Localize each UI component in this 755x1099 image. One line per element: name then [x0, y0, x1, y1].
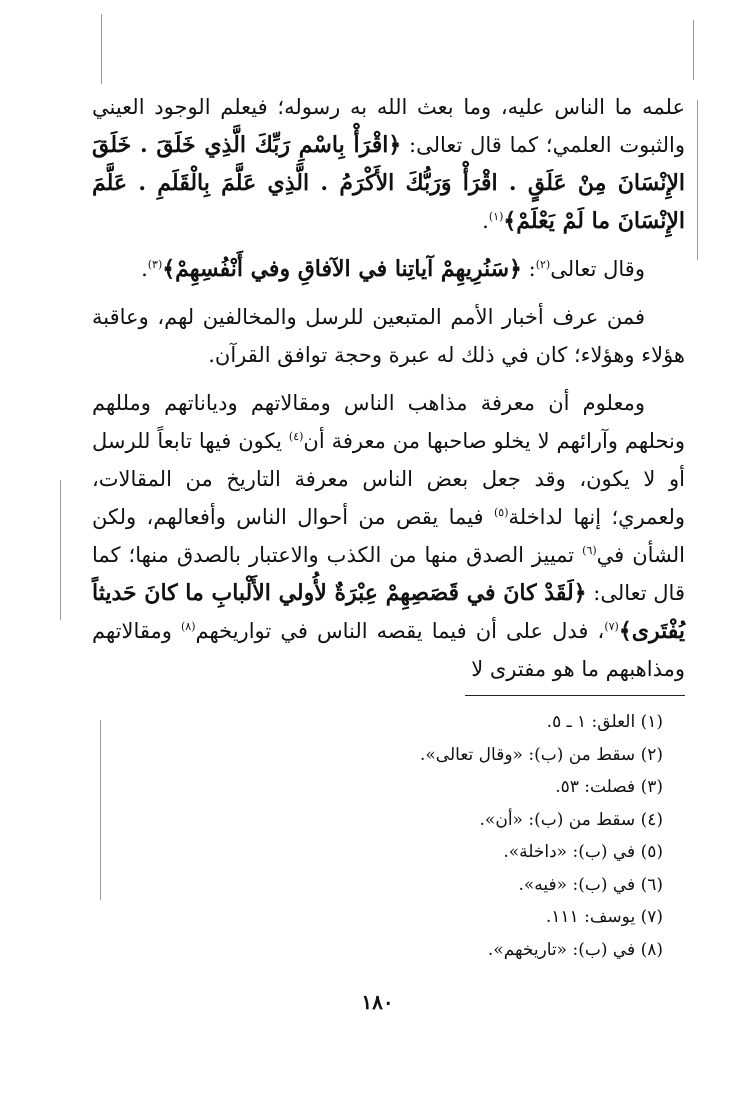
- footnote: (٨) في (ب): «تاريخهم».: [487, 939, 663, 960]
- text-run: :: [521, 257, 536, 281]
- footnote-marker: (١): [488, 210, 504, 223]
- footnote: (١) العلق: ١ ـ ٥.: [546, 712, 663, 732]
- scan-speck: [697, 100, 698, 260]
- text-run: ومقالاتهم ومذاهبهم ما هو مفترى لا: [92, 619, 685, 681]
- quran-verse: ﴿سَنُرِيهِمْ آياتِنا في الآفاقِ وفي أَنْفُسِهِمْ﴾: [162, 256, 522, 282]
- paragraph: [92, 88, 685, 240]
- footnote: (٧) يوسف: ١١١.: [545, 907, 663, 927]
- quran-verse: ﴿لَقَدْ كانَ في قَصَصِهِمْ عِبْرَةٌ لأُولي الأَلْبابِ ما كانَ حَديثاً يُفْتَرى﴾: [92, 580, 685, 644]
- text-run: .: [482, 209, 489, 233]
- paragraph: [92, 298, 685, 374]
- footnote-marker: (٦): [582, 544, 597, 557]
- footnote-marker: (٧): [604, 620, 619, 633]
- text-run: يكون فيها تابعاً للرسل أو لا يكون، وقد جعل بعض الناس معرفة التاريخ من المقالات، ولعمري؛ إنها لداخلة: [92, 429, 685, 529]
- text-run: ، فدل على أن فيما يقصه الناس في تواريخهم: [195, 619, 605, 643]
- text-run: وقال تعالى: [550, 257, 645, 281]
- text-run: فمن عرف أخبار الأمم المتبعين للرسل والمخالفين لهم، وعاقبة هؤلاء وهؤلاء؛ كان في ذلك له عبرة وحجة توافق القرآن.: [92, 305, 685, 367]
- quran-verse: ﴿اقْرَأْ بِاسْمِ رَبِّكَ الَّذِي خَلَقَ . خَلَقَ الإِنْسَانَ مِنْ عَلَقٍ . اقْرَأْ وَرَبُّكَ الأَكْرَمُ . الَّذِي عَلَّمَ بِالْقَلَمِ . عَلَّمَ الإِنْسَانَ ما لَمْ يَعْلَمْ﴾: [92, 132, 685, 234]
- text-run: تمييز الصدق منها من الكذب والاعتبار بالصدق منها؛ كما قال تعالى:: [92, 543, 685, 605]
- footnote-marker: (٥): [493, 506, 509, 519]
- body-text: [92, 88, 685, 698]
- page-number: ١٨٠: [361, 990, 394, 1014]
- footnote: (٣) فصلت: ٥٣.: [555, 777, 663, 797]
- scan-speck: [60, 480, 61, 620]
- text-run: علمه ما الناس عليه، وما بعث الله به رسوله؛ فيعلم الوجود العيني والثبوت العلمي؛ كما قال تعالى:: [92, 95, 685, 157]
- footnote-marker: (٤): [288, 430, 304, 443]
- text-run: ومعلوم أن معرفة مذاهب الناس ومقالاتهم ودياناتهم ومللهم ونحلهم وآرائهم لا يخلو صاحبها من معرفة أن: [92, 391, 686, 453]
- footnote: (٥) في (ب): «داخلة».: [503, 842, 663, 862]
- footnote: (٦) في (ب): «فيه».: [518, 874, 663, 895]
- footnote-marker: (٢): [535, 258, 551, 271]
- footnote: (٤) سقط من (ب): «أن».: [479, 809, 663, 830]
- footnote-separator: [465, 695, 685, 696]
- scan-speck: [693, 20, 694, 80]
- paragraph: [92, 384, 685, 688]
- footnotes: [70, 706, 663, 966]
- footnote-marker: (٣): [147, 258, 163, 271]
- footnote-marker: (٨): [180, 620, 196, 633]
- footnote: (٢) سقط من (ب): «وقال تعالى».: [420, 744, 663, 765]
- text-run: فيما يقص من أحوال الناس وأفعالهم، ولكن الشأن في: [92, 505, 685, 567]
- paragraph: [92, 250, 685, 288]
- scan-speck: [101, 14, 102, 84]
- text-run: .: [141, 257, 148, 281]
